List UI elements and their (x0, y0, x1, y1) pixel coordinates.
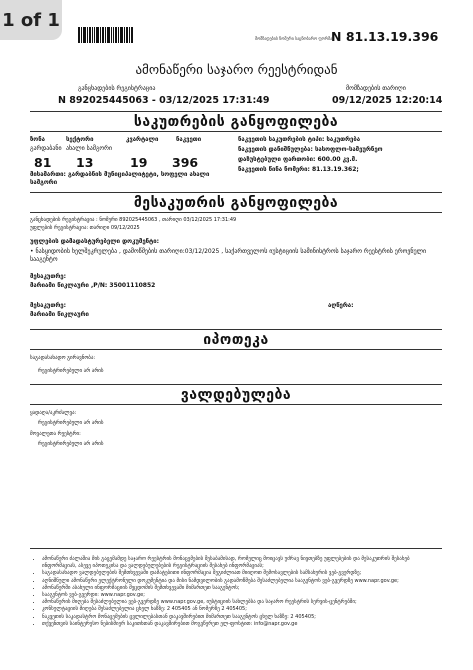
basis-item-text: ნასყიდობის ხელშეკრულება , დამოწმების თარიღი:03/12/2025 , საქართველოს იუსტიციის სამინისტროს საჯარო რეესტრის ეროვნული სააგენტო (30, 248, 427, 263)
owner-name-2: მარიამი წიკლაური (30, 311, 89, 318)
owner-label-2: მესაკუთრე: (30, 302, 66, 309)
sector-value: 13 (76, 155, 94, 170)
divider (30, 329, 442, 330)
mortgage-subject-label: საგადასახადო გირავნობა: (30, 355, 96, 361)
footer-note: • თქვენთვის საინტერესო ნებისმიერ საკითხთან დაკავშირებით მოგვწერეთ ელ-ფოსტით: info@napr.gov.ge (42, 621, 442, 628)
footer-note: • აღნიშნული ამონაწერი ელექტრონული დოკუმენტია და მისი ნამდვილობის გადამოწმება შესაძლებელია სააგენტოს ვებ-გვერდზე www.napr.gov.ge; (42, 578, 442, 585)
reg-value: N 892025445063 - 03/12/2025 17:31:49 (58, 95, 270, 106)
mortgage-status: რეგისტრირებული არ არის (38, 368, 104, 374)
seizure-status: რეგისტრირებული არ არის (38, 420, 104, 426)
previous-number: ნაკვეთის წინა ნომერი: 81.13.19.362; (238, 166, 359, 173)
owner-reg-info: განცხადების რეგისტრაცია : ნომერი 892025445063 , თარიღი 03/12/2025 17:31:49 (30, 217, 237, 223)
footer-note: • კონსულტაციის მიღება შესაძლებელია ცხელ ხაზზე: 2 405405 ან ნომერზე 2 405405; (42, 606, 442, 613)
land-area: დაზუსტებული ფართობი: 600.00 კვ.მ. (238, 156, 358, 163)
col-header-zone: ზონა (30, 136, 45, 143)
basis-item (30, 248, 430, 264)
prep-value: 09/12/2025 12:20:14 (332, 95, 443, 106)
mortgage-title: იპოთეკა (203, 332, 269, 348)
description-label: აღწერა: (328, 302, 354, 309)
divider (30, 131, 442, 132)
col-sub-sector: ახალი სამგორი (66, 145, 113, 152)
col-header-quarter: კვარტალი (126, 136, 159, 143)
footer-note: • ამონაწერში ასახული ინფორმაციის შეცდომის შემთხვევაში მიმართეთ სააგენტოს; (42, 585, 442, 592)
col-header-sector: სექტორი (66, 136, 94, 143)
quarter-value: 19 (130, 155, 148, 170)
seizure-label: ყადაღა/აკრძალვა: (30, 410, 77, 416)
col-header-parcel: ნაკვეთი (176, 136, 202, 143)
owners-label: მესაკუთრე: (30, 273, 66, 280)
debtors-status: რეგისტრირებული არ არის (38, 441, 104, 447)
divider (30, 384, 442, 385)
divider (30, 212, 442, 213)
owner-name: მარიამი წიკლაური ,P/N: 35001110852 (30, 282, 156, 289)
bullet: • (30, 248, 36, 255)
owner-reg-date: უფლების რეგისტრაცია: თარიღი 09/12/2025 (30, 225, 140, 231)
obligations-title: ვალდებულება (180, 387, 292, 403)
owner-section-title: მესაკუთრის განყოფილება (133, 195, 339, 211)
parcel-value: 396 (172, 155, 199, 170)
prep-label: მომზადების თარიღი (346, 85, 406, 92)
footer-note: • სააგენტოს ვებ-გვერდი: www.napr.gov.ge; (42, 592, 442, 599)
property-address: მისამართი: გარდაბნის მუნიციპალიტეტი, სოფელი ახალი სამგორი (30, 171, 210, 186)
footer-note: • ამონაწერის მიღება შესაძლებელია ვებ-გვერდზე www.napr.gov.ge, იუსტიციის სახლებსა და საჯარო რეესტრის სერვის-ცენტრებში; (42, 599, 442, 606)
divider (30, 111, 442, 112)
ownership-type: ნაკვეთის საკუთრების ტიპი: საკუთრება (238, 136, 361, 143)
property-section-title: საკუთრების განყოფილება (133, 114, 339, 130)
col-sub-zone: გარდაბანი (30, 145, 62, 152)
divider (30, 349, 442, 350)
divider (30, 404, 442, 405)
divider (30, 548, 442, 549)
footer-note: • ამონაწერი ძალაშია მის გაცემამდე საჯარო რეესტრის მონაცემების შესაბამისად, რომელიც მოიცავს უძრავ ნივთებზე უფლებების და მესაკუთრის შესახებ ინფორმაციას, ასევე იპოთეკისა და ვალდებულებების რეგისტრაციის შესახებ ინფორმაციას; (42, 556, 442, 570)
footer-note: • ნაკვეთის საკადასტრო მონაცემების ცვლილებასთან დაკავშირებით მიმართეთ სააგენტოს ცხელ ხაზზე: 2 405405; (42, 614, 442, 621)
doc-type-label: მომზადების ნომერი საცნობარო ფორმა (255, 36, 333, 41)
debtors-label: მოვალეთა რეესტრი: (30, 431, 81, 437)
reg-label: განცხადების რეგისტრაცია (78, 85, 156, 92)
footer-note: • საგადასახადო ვალდებულების შემთხვევაში დამატებითი ინფორმაცია შეგიძლიათ მიიღოთ შემოსავლების სამსახურის ვებ-გვერდზე; (42, 570, 442, 577)
land-purpose: ნაკვეთის დანიშნულება: სასოფლო-სამეურნეო (238, 146, 383, 153)
document-number: N 81.13.19.396 (331, 29, 439, 44)
agency-title: ამონაწერი საჯარო რეესტრიდან (135, 63, 338, 78)
barcode (78, 27, 136, 43)
basis-label: უფლების დამადასტურებელი დოკუმენტი: (30, 238, 160, 245)
footer-notes (32, 556, 442, 628)
divider (30, 192, 442, 193)
page-count-badge: 1 of 1 (0, 0, 62, 40)
zone-value: 81 (34, 155, 52, 170)
